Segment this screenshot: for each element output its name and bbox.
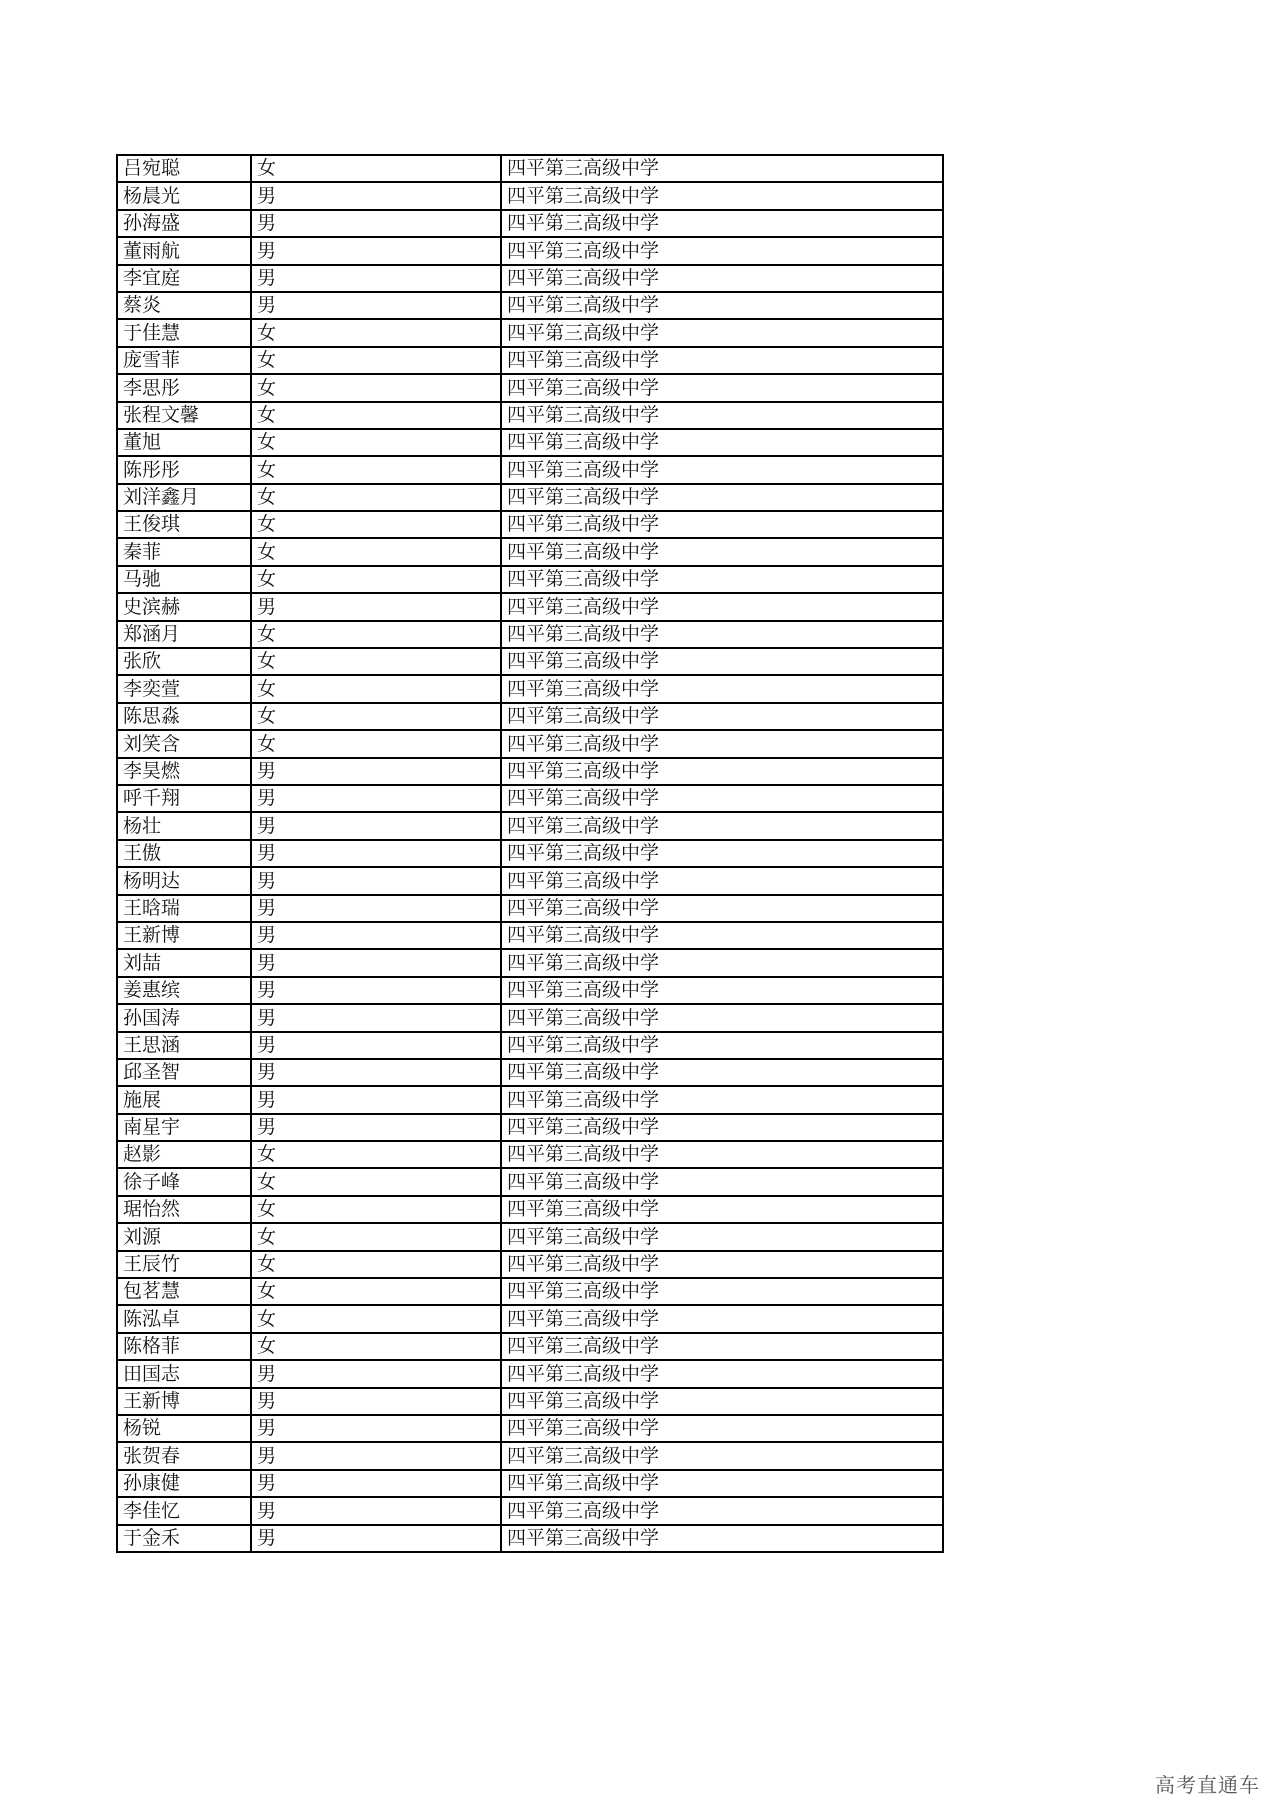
- gender-cell: 男: [251, 758, 501, 785]
- student-name-cell: 呼千翔: [117, 785, 251, 812]
- table-row: [117, 1086, 943, 1113]
- gender-cell: 男: [251, 292, 501, 319]
- student-name-cell: 陈格菲: [117, 1333, 251, 1360]
- school-cell: 四平第三高级中学: [501, 402, 943, 429]
- student-name-cell: 杨晨光: [117, 182, 251, 209]
- student-name-cell: 秦菲: [117, 538, 251, 565]
- table-row: [117, 182, 943, 209]
- table-row: [117, 730, 943, 757]
- gender-cell: 女: [251, 511, 501, 538]
- gender-cell: 男: [251, 593, 501, 620]
- student-name-cell: 刘笑含: [117, 730, 251, 757]
- gender-cell: 女: [251, 621, 501, 648]
- table-row: [117, 292, 943, 319]
- gender-cell: 男: [251, 895, 501, 922]
- student-name-cell: 张程文馨: [117, 402, 251, 429]
- student-name-cell: 马驰: [117, 566, 251, 593]
- gender-cell: 男: [251, 265, 501, 292]
- school-cell: 四平第三高级中学: [501, 1251, 943, 1278]
- student-name-cell: 郑涵月: [117, 621, 251, 648]
- table-row: [117, 922, 943, 949]
- school-cell: 四平第三高级中学: [501, 319, 943, 346]
- gender-cell: 男: [251, 182, 501, 209]
- school-cell: 四平第三高级中学: [501, 1470, 943, 1497]
- gender-cell: 女: [251, 347, 501, 374]
- table-row: [117, 1223, 943, 1250]
- gender-cell: 男: [251, 1360, 501, 1387]
- student-name-cell: 孙海盛: [117, 210, 251, 237]
- student-name-cell: 董旭: [117, 429, 251, 456]
- table-row: [117, 1004, 943, 1031]
- gender-cell: 女: [251, 1168, 501, 1195]
- school-cell: 四平第三高级中学: [501, 484, 943, 511]
- gender-cell: 女: [251, 1333, 501, 1360]
- table-row: [117, 785, 943, 812]
- gender-cell: 男: [251, 1059, 501, 1086]
- gender-cell: 女: [251, 1305, 501, 1332]
- table-row: [117, 1388, 943, 1415]
- table-row: [117, 1059, 943, 1086]
- gender-cell: 女: [251, 155, 501, 182]
- gender-cell: 女: [251, 675, 501, 702]
- gender-cell: 男: [251, 1442, 501, 1469]
- student-name-cell: 李思彤: [117, 374, 251, 401]
- table-row: [117, 566, 943, 593]
- school-cell: 四平第三高级中学: [501, 1305, 943, 1332]
- student-name-cell: 李昊燃: [117, 758, 251, 785]
- school-cell: 四平第三高级中学: [501, 840, 943, 867]
- table-row: [117, 1333, 943, 1360]
- school-cell: 四平第三高级中学: [501, 374, 943, 401]
- table-row: [117, 429, 943, 456]
- table-row: [117, 1305, 943, 1332]
- student-name-cell: 杨壮: [117, 812, 251, 839]
- student-name-cell: 吕宛聪: [117, 155, 251, 182]
- school-cell: 四平第三高级中学: [501, 1415, 943, 1442]
- student-name-cell: 姜惠缤: [117, 977, 251, 1004]
- school-cell: 四平第三高级中学: [501, 511, 943, 538]
- table-row: [117, 347, 943, 374]
- student-name-cell: 王新博: [117, 922, 251, 949]
- school-cell: 四平第三高级中学: [501, 949, 943, 976]
- table-row: [117, 511, 943, 538]
- student-name-cell: 李佳忆: [117, 1497, 251, 1524]
- student-name-cell: 刘洋鑫月: [117, 484, 251, 511]
- gender-cell: 女: [251, 730, 501, 757]
- student-name-cell: 孙康健: [117, 1470, 251, 1497]
- school-cell: 四平第三高级中学: [501, 703, 943, 730]
- table-row: [117, 1442, 943, 1469]
- student-name-cell: 刘喆: [117, 949, 251, 976]
- school-cell: 四平第三高级中学: [501, 812, 943, 839]
- table-row: [117, 1251, 943, 1278]
- gender-cell: 女: [251, 374, 501, 401]
- student-name-cell: 于金禾: [117, 1525, 251, 1552]
- student-name-cell: 蔡炎: [117, 292, 251, 319]
- school-cell: 四平第三高级中学: [501, 621, 943, 648]
- gender-cell: 女: [251, 1251, 501, 1278]
- table-row: [117, 703, 943, 730]
- table-row: [117, 210, 943, 237]
- school-cell: 四平第三高级中学: [501, 1497, 943, 1524]
- school-cell: 四平第三高级中学: [501, 1525, 943, 1552]
- student-name-cell: 杨锐: [117, 1415, 251, 1442]
- table-row: [117, 319, 943, 346]
- school-cell: 四平第三高级中学: [501, 1442, 943, 1469]
- student-name-cell: 刘源: [117, 1223, 251, 1250]
- school-cell: 四平第三高级中学: [501, 1004, 943, 1031]
- gender-cell: 男: [251, 1497, 501, 1524]
- student-name-cell: 陈泓卓: [117, 1305, 251, 1332]
- gender-cell: 女: [251, 703, 501, 730]
- gender-cell: 男: [251, 237, 501, 264]
- gender-cell: 女: [251, 456, 501, 483]
- table-row: [117, 812, 943, 839]
- student-name-cell: 赵影: [117, 1141, 251, 1168]
- school-cell: 四平第三高级中学: [501, 1141, 943, 1168]
- gender-cell: 女: [251, 1223, 501, 1250]
- gender-cell: 女: [251, 1141, 501, 1168]
- gender-cell: 男: [251, 1415, 501, 1442]
- student-name-cell: 史滨赫: [117, 593, 251, 620]
- table-row: [117, 840, 943, 867]
- student-name-cell: 陈彤彤: [117, 456, 251, 483]
- student-name-cell: 李宜庭: [117, 265, 251, 292]
- gender-cell: 男: [251, 1114, 501, 1141]
- student-name-cell: 孙国涛: [117, 1004, 251, 1031]
- table-row: [117, 1032, 943, 1059]
- school-cell: 四平第三高级中学: [501, 1086, 943, 1113]
- student-name-cell: 杨明达: [117, 867, 251, 894]
- school-cell: 四平第三高级中学: [501, 895, 943, 922]
- table-row: [117, 1278, 943, 1305]
- gender-cell: 女: [251, 566, 501, 593]
- table-row: [117, 593, 943, 620]
- gender-cell: 男: [251, 785, 501, 812]
- gender-cell: 男: [251, 949, 501, 976]
- school-cell: 四平第三高级中学: [501, 292, 943, 319]
- student-name-cell: 庞雪菲: [117, 347, 251, 374]
- gender-cell: 女: [251, 1196, 501, 1223]
- gender-cell: 女: [251, 538, 501, 565]
- table-row: [117, 1114, 943, 1141]
- student-name-cell: 施展: [117, 1086, 251, 1113]
- table-row: [117, 949, 943, 976]
- student-roster-table: [116, 154, 944, 1553]
- school-cell: 四平第三高级中学: [501, 265, 943, 292]
- school-cell: 四平第三高级中学: [501, 675, 943, 702]
- student-name-cell: 南星宇: [117, 1114, 251, 1141]
- table-row: [117, 977, 943, 1004]
- school-cell: 四平第三高级中学: [501, 977, 943, 1004]
- gender-cell: 男: [251, 1388, 501, 1415]
- gender-cell: 女: [251, 648, 501, 675]
- student-name-cell: 王思涵: [117, 1032, 251, 1059]
- table-row: [117, 1168, 943, 1195]
- gender-cell: 男: [251, 210, 501, 237]
- table-row: [117, 1525, 943, 1552]
- table-row: [117, 155, 943, 182]
- table-row: [117, 1360, 943, 1387]
- school-cell: 四平第三高级中学: [501, 538, 943, 565]
- table-row: [117, 402, 943, 429]
- school-cell: 四平第三高级中学: [501, 429, 943, 456]
- school-cell: 四平第三高级中学: [501, 1388, 943, 1415]
- table-row: [117, 621, 943, 648]
- school-cell: 四平第三高级中学: [501, 566, 943, 593]
- roster-body: [117, 155, 943, 1552]
- student-name-cell: 张欣: [117, 648, 251, 675]
- student-name-cell: 王辰竹: [117, 1251, 251, 1278]
- table-row: [117, 1470, 943, 1497]
- table-row: [117, 758, 943, 785]
- gender-cell: 男: [251, 1470, 501, 1497]
- table-row: [117, 374, 943, 401]
- gender-cell: 男: [251, 1032, 501, 1059]
- school-cell: 四平第三高级中学: [501, 1114, 943, 1141]
- student-name-cell: 王傲: [117, 840, 251, 867]
- school-cell: 四平第三高级中学: [501, 155, 943, 182]
- school-cell: 四平第三高级中学: [501, 347, 943, 374]
- table-row: [117, 675, 943, 702]
- student-name-cell: 于佳慧: [117, 319, 251, 346]
- gender-cell: 女: [251, 402, 501, 429]
- gender-cell: 女: [251, 1278, 501, 1305]
- gender-cell: 男: [251, 1525, 501, 1552]
- student-name-cell: 李奕萱: [117, 675, 251, 702]
- student-name-cell: 田国志: [117, 1360, 251, 1387]
- school-cell: 四平第三高级中学: [501, 593, 943, 620]
- school-cell: 四平第三高级中学: [501, 1032, 943, 1059]
- table-row: [117, 484, 943, 511]
- student-name-cell: 董雨航: [117, 237, 251, 264]
- school-cell: 四平第三高级中学: [501, 758, 943, 785]
- gender-cell: 女: [251, 429, 501, 456]
- table-row: [117, 1141, 943, 1168]
- school-cell: 四平第三高级中学: [501, 1223, 943, 1250]
- table-row: [117, 265, 943, 292]
- school-cell: 四平第三高级中学: [501, 1059, 943, 1086]
- school-cell: 四平第三高级中学: [501, 922, 943, 949]
- student-name-cell: 包茗慧: [117, 1278, 251, 1305]
- student-name-cell: 王新博: [117, 1388, 251, 1415]
- school-cell: 四平第三高级中学: [501, 648, 943, 675]
- school-cell: 四平第三高级中学: [501, 456, 943, 483]
- table-row: [117, 1497, 943, 1524]
- school-cell: 四平第三高级中学: [501, 1360, 943, 1387]
- student-name-cell: 王晗瑞: [117, 895, 251, 922]
- table-row: [117, 895, 943, 922]
- school-cell: 四平第三高级中学: [501, 210, 943, 237]
- watermark-text: 高考直通车: [1155, 1773, 1260, 1797]
- school-cell: 四平第三高级中学: [501, 785, 943, 812]
- gender-cell: 男: [251, 867, 501, 894]
- gender-cell: 女: [251, 484, 501, 511]
- student-name-cell: 陈思淼: [117, 703, 251, 730]
- student-name-cell: 邱圣智: [117, 1059, 251, 1086]
- school-cell: 四平第三高级中学: [501, 1278, 943, 1305]
- table-row: [117, 456, 943, 483]
- school-cell: 四平第三高级中学: [501, 1196, 943, 1223]
- student-name-cell: 琚怡然: [117, 1196, 251, 1223]
- school-cell: 四平第三高级中学: [501, 1333, 943, 1360]
- student-name-cell: 张贺春: [117, 1442, 251, 1469]
- table-row: [117, 867, 943, 894]
- table-row: [117, 237, 943, 264]
- school-cell: 四平第三高级中学: [501, 1168, 943, 1195]
- table-row: [117, 538, 943, 565]
- table-row: [117, 648, 943, 675]
- gender-cell: 男: [251, 922, 501, 949]
- gender-cell: 男: [251, 840, 501, 867]
- gender-cell: 男: [251, 812, 501, 839]
- school-cell: 四平第三高级中学: [501, 867, 943, 894]
- gender-cell: 女: [251, 319, 501, 346]
- school-cell: 四平第三高级中学: [501, 237, 943, 264]
- table-row: [117, 1196, 943, 1223]
- gender-cell: 男: [251, 1004, 501, 1031]
- school-cell: 四平第三高级中学: [501, 182, 943, 209]
- school-cell: 四平第三高级中学: [501, 730, 943, 757]
- gender-cell: 男: [251, 1086, 501, 1113]
- student-name-cell: 王俊琪: [117, 511, 251, 538]
- student-name-cell: 徐子峰: [117, 1168, 251, 1195]
- gender-cell: 男: [251, 977, 501, 1004]
- table-row: [117, 1415, 943, 1442]
